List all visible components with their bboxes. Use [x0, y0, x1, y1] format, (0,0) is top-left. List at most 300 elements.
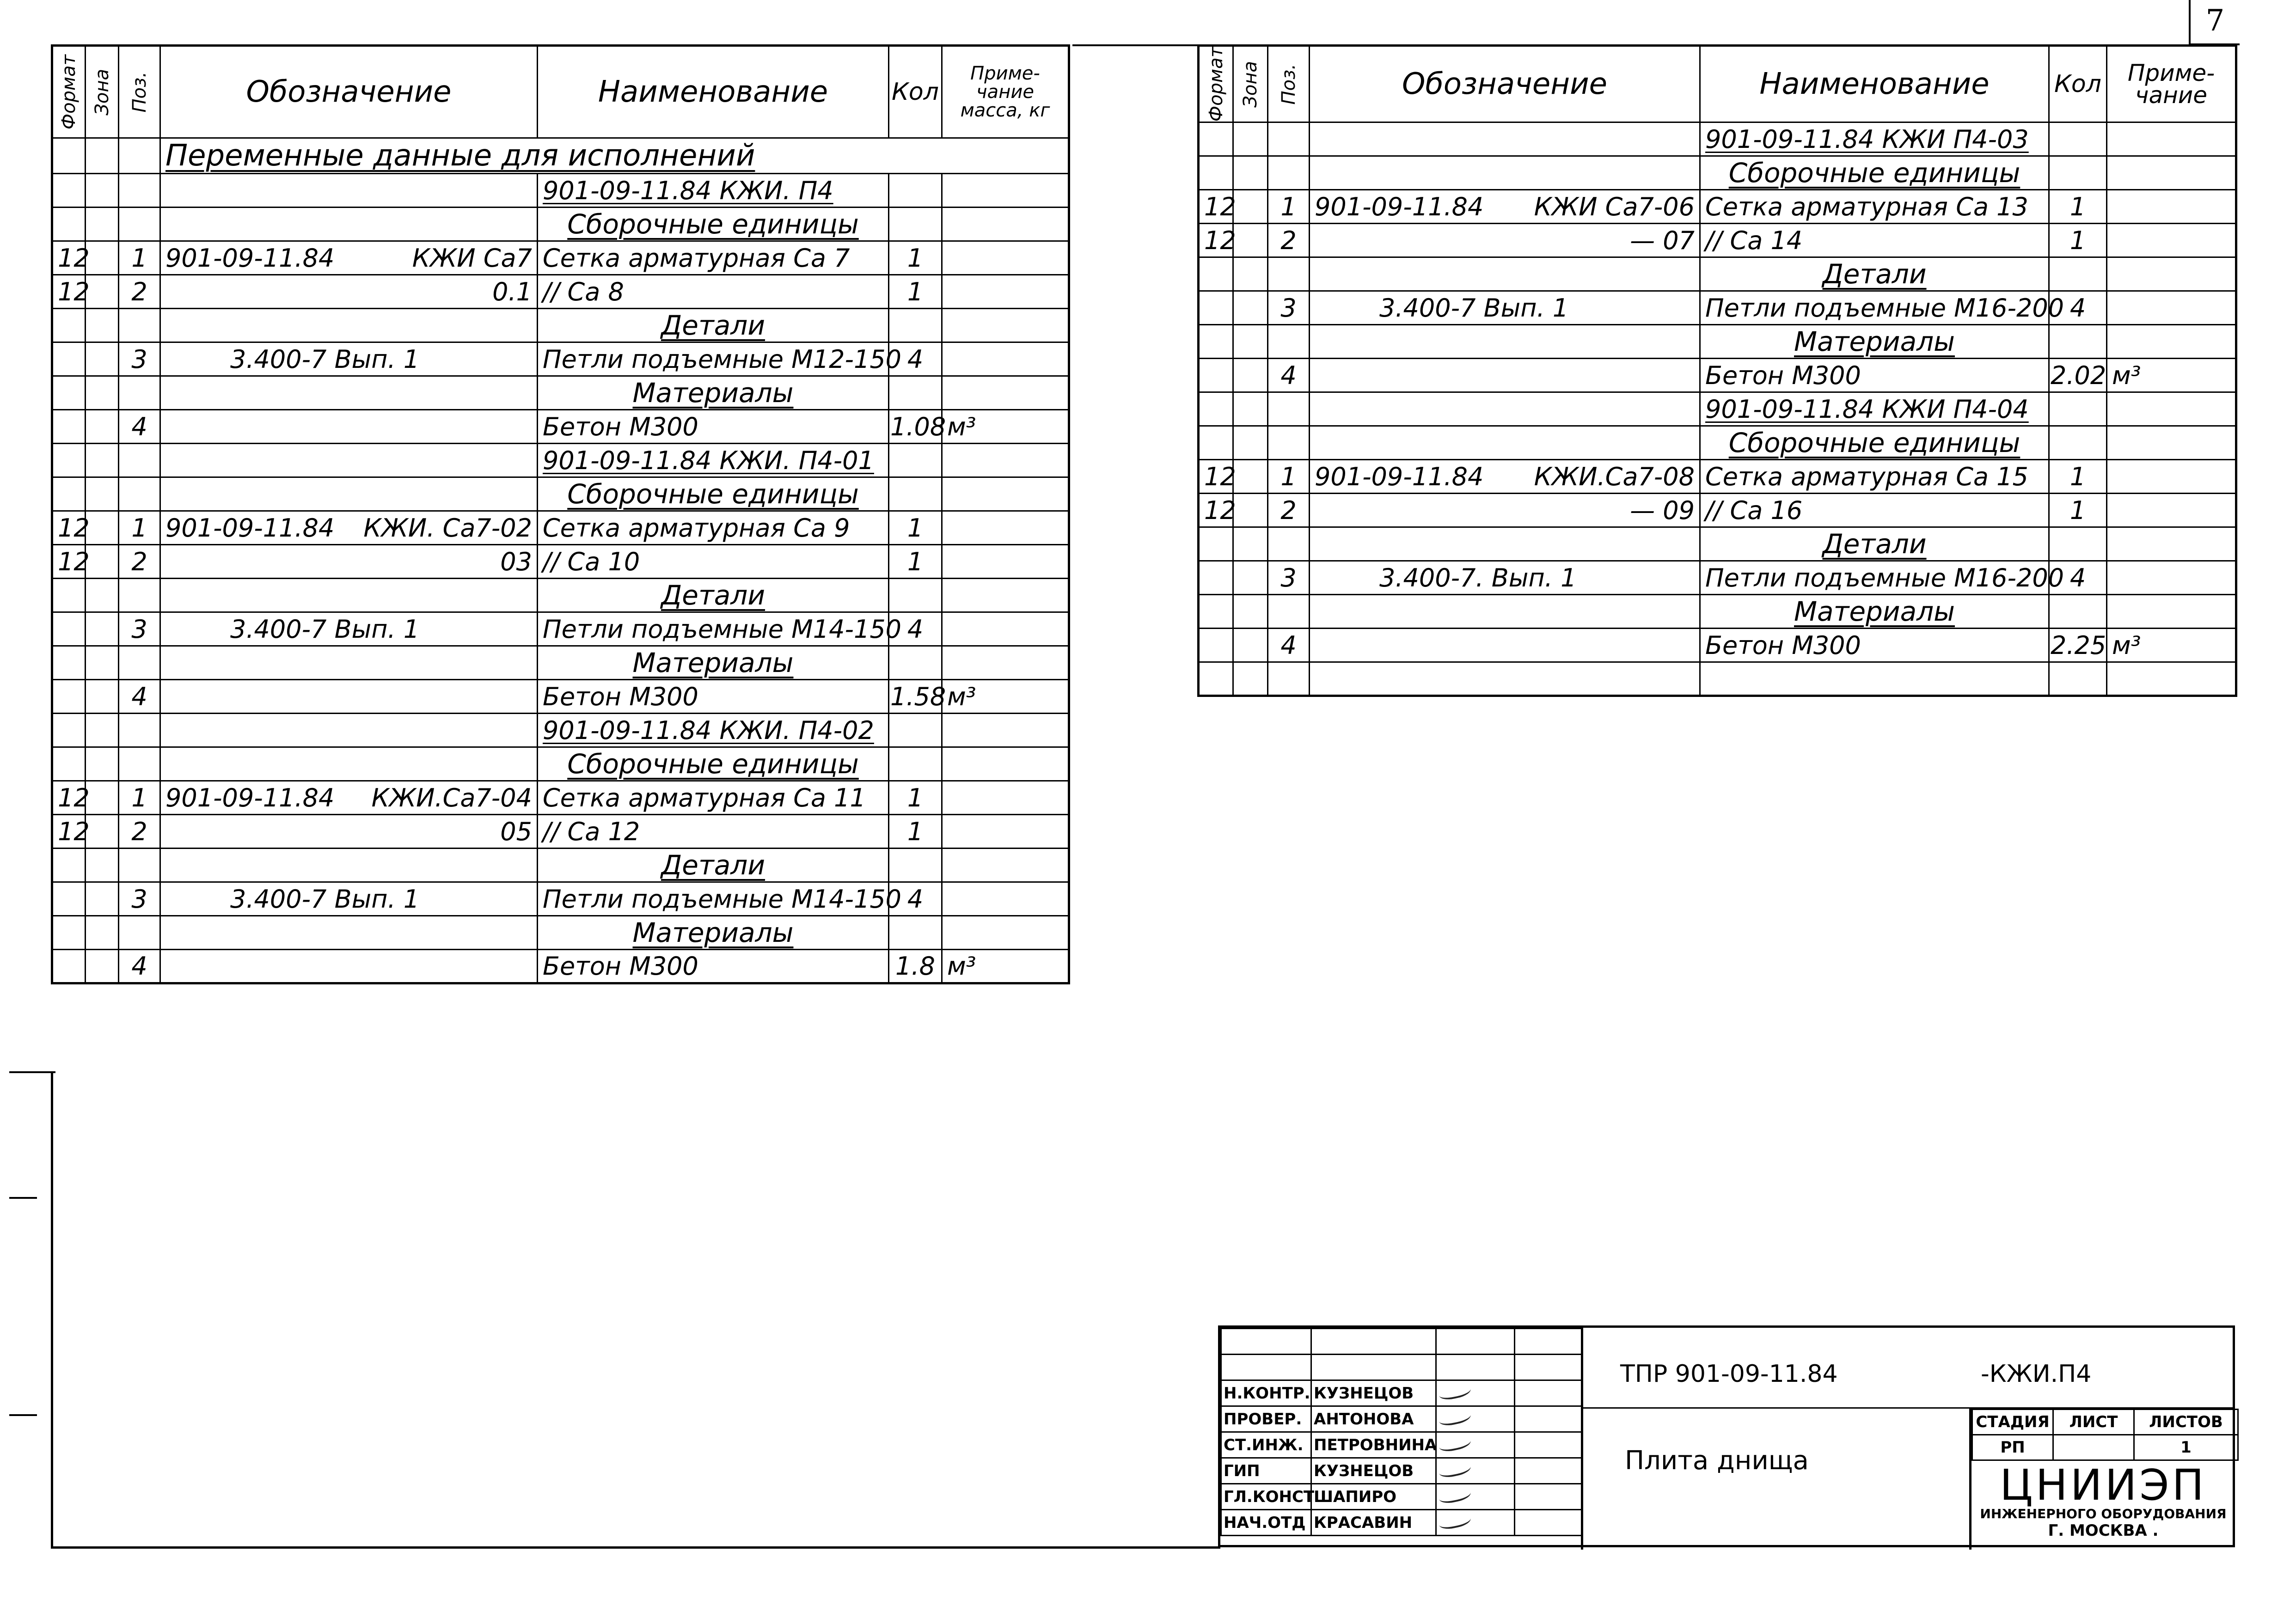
qty-cell [889, 376, 942, 410]
date-cell [1515, 1510, 1582, 1536]
format-cell [52, 714, 86, 747]
qty-cell: 1 [2049, 460, 2107, 494]
designation-wrap [1315, 462, 1695, 491]
note-cell [942, 646, 1069, 680]
designation-cell [1310, 460, 1700, 494]
format-cell [1199, 156, 1233, 190]
frame-tick [9, 1071, 55, 1073]
table-row [52, 309, 1069, 342]
position-cell [119, 174, 160, 208]
format-cell: 12 [52, 815, 86, 849]
note-cell [2107, 392, 2236, 426]
format-cell [52, 612, 86, 646]
note-cell: м³ [2107, 359, 2236, 392]
table-row [52, 444, 1069, 477]
zone-cell [86, 680, 119, 714]
qty-cell [889, 714, 942, 747]
designation-wrap [1315, 563, 1695, 592]
designation-code: 3.400-7 Вып. 1 [230, 884, 420, 914]
note-cell [2107, 662, 2236, 696]
zone-cell [86, 646, 119, 680]
note-cell [942, 275, 1069, 309]
qty-cell: 1 [889, 815, 942, 849]
qty-cell [889, 747, 942, 781]
drawing-title: Плита днища [1625, 1446, 1809, 1476]
designation-wrap [165, 244, 532, 273]
document-heading: 901-09-11.84 КЖИ. П4-01 [538, 444, 889, 477]
position-cell [119, 916, 160, 950]
section-heading: Материалы [1700, 595, 2049, 629]
designation-cell [160, 275, 538, 309]
note-cell [942, 781, 1069, 815]
signature-cell [1436, 1380, 1515, 1406]
qty-cell: 4 [2049, 561, 2107, 595]
header-name: Наименование [538, 46, 889, 138]
note-cell [942, 579, 1069, 612]
table-row [1199, 561, 2236, 595]
qty-cell [889, 916, 942, 950]
table-row [1199, 662, 2236, 696]
qty-cell: 1 [2049, 494, 2107, 527]
handwritten-signature [1438, 1381, 1472, 1402]
zone-cell [86, 275, 119, 309]
document-heading: 901-09-11.84 КЖИ. П4-02 [538, 714, 889, 747]
position-cell [119, 714, 160, 747]
signatures-table [1220, 1328, 1582, 1536]
zone-cell [86, 410, 119, 444]
format-cell [52, 477, 86, 511]
name-cell: Бетон М300 [538, 680, 889, 714]
format-cell [52, 882, 86, 916]
designation-cell [160, 950, 538, 983]
signature-row [1221, 1432, 1582, 1458]
designation-wrap [1315, 226, 1695, 255]
designation-cell [1310, 629, 1700, 662]
designation-cell [1310, 595, 1700, 629]
note-cell [942, 376, 1069, 410]
designation-cell [1310, 662, 1700, 696]
zone-cell [86, 849, 119, 882]
position-cell [119, 477, 160, 511]
designation-cell [160, 747, 538, 781]
designation-cell [160, 815, 538, 849]
designation-code: 3.400-7 Вып. 1 [1379, 293, 1569, 323]
table-row [52, 376, 1069, 410]
format-cell [1199, 359, 1233, 392]
format-cell [1199, 392, 1233, 426]
note-cell [2107, 561, 2236, 595]
designation-wrap [1315, 192, 1695, 221]
note-cell [942, 849, 1069, 882]
designation-code: 901-09-11.84 [1315, 192, 1484, 221]
designation-cell [160, 916, 538, 950]
designation-mark: 05 [500, 817, 532, 846]
format-cell [52, 849, 86, 882]
name-cell: Петли подъемные М14-150 [538, 612, 889, 646]
signature-cell [1436, 1432, 1515, 1458]
note-cell [942, 747, 1069, 781]
frame-tick [9, 1414, 37, 1416]
designation-mark: КЖИ.Са7-08 [1534, 462, 1695, 491]
designation-code: 901-09-11.84 [165, 513, 335, 543]
format-cell [52, 309, 86, 342]
note-cell [942, 612, 1069, 646]
note-cell [942, 477, 1069, 511]
name-cell: Сетка арматурная Са 15 [1700, 460, 2049, 494]
position-cell: 1 [1268, 460, 1310, 494]
position-cell: 4 [1268, 629, 1310, 662]
designation-cell [1310, 291, 1700, 325]
designation-code: 3.400-7. Вып. 1 [1379, 563, 1577, 592]
zone-cell [86, 579, 119, 612]
qty-cell: 1.08 [889, 410, 942, 444]
table-row [52, 882, 1069, 916]
organization-city: Г. МОСКВА . [2048, 1521, 2159, 1540]
qty-cell [2049, 325, 2107, 359]
position-cell [119, 747, 160, 781]
designation-cell [1310, 426, 1700, 460]
position-cell [119, 849, 160, 882]
section-heading: Сборочные единицы [538, 747, 889, 781]
header-designation: Обозначение [1310, 46, 1700, 122]
name-cell: Петли подъемные М14-150 [538, 882, 889, 916]
designation-cell [160, 579, 538, 612]
handwritten-signature [1438, 1485, 1472, 1505]
zone-cell [1233, 595, 1268, 629]
designation-cell [160, 714, 538, 747]
table-row [52, 950, 1069, 983]
designation-cell [1310, 190, 1700, 224]
header-format: Формат [1199, 46, 1233, 122]
designation-wrap [165, 513, 532, 543]
qty-cell: 2.25 [2049, 629, 2107, 662]
note-cell [942, 511, 1069, 545]
zone-cell [1233, 494, 1268, 527]
header-zone: Зона [1233, 46, 1268, 122]
signature-row [1221, 1510, 1582, 1536]
section-heading: Сборочные единицы [1700, 156, 2049, 190]
note-cell [2107, 527, 2236, 561]
format-cell [1199, 291, 1233, 325]
note-cell: м³ [942, 950, 1069, 983]
signer-role: Н.КОНТР. [1221, 1380, 1311, 1406]
designation-mark: КЖИ.Са7-04 [371, 783, 532, 812]
designation-cell [1310, 224, 1700, 257]
stage-label: СТАДИЯ [1972, 1410, 2053, 1435]
designation-mark: КЖИ. Са7-02 [363, 513, 532, 543]
zone-cell [1233, 190, 1268, 224]
position-cell: 3 [119, 612, 160, 646]
position-cell: 2 [1268, 494, 1310, 527]
format-cell: 12 [52, 241, 86, 275]
section-heading: Материалы [538, 376, 889, 410]
designation-wrap [165, 345, 532, 374]
zone-cell [86, 511, 119, 545]
section-heading: Сборочные единицы [538, 477, 889, 511]
designation-mark: КЖИ Са7 [412, 243, 532, 273]
header-note: Приме- чание [2107, 46, 2236, 122]
zone-cell [86, 444, 119, 477]
designation-code: 901-09-11.84 [165, 783, 335, 812]
qty-cell [2049, 527, 2107, 561]
designation-mark: — 09 [1630, 495, 1695, 525]
section-heading: Детали [1700, 257, 2049, 291]
zone-cell [1233, 527, 1268, 561]
zone-cell [86, 950, 119, 983]
designation-mark: КЖИ Са7-06 [1534, 192, 1695, 221]
table-row [1199, 392, 2236, 426]
table-row [1199, 460, 2236, 494]
zone-cell [86, 714, 119, 747]
designation-cell [1310, 359, 1700, 392]
note-cell [942, 916, 1069, 950]
header-position: Поз. [1268, 46, 1310, 122]
position-cell: 1 [1268, 190, 1310, 224]
table-row [1199, 291, 2236, 325]
designation-cell [160, 241, 538, 275]
position-cell: 4 [119, 950, 160, 983]
signature-row [1221, 1406, 1582, 1432]
header-note: Приме- чание масса, кг [942, 46, 1069, 138]
handwritten-signature [1438, 1407, 1472, 1428]
date-cell [1515, 1432, 1582, 1458]
qty-cell: 4 [889, 342, 942, 376]
format-cell [1199, 662, 1233, 696]
table-row [52, 241, 1069, 275]
zone-cell [1233, 291, 1268, 325]
format-cell [52, 579, 86, 612]
qty-cell: 1.58 [889, 680, 942, 714]
designation-code: 3.400-7 Вып. 1 [230, 614, 420, 644]
document-heading: 901-09-11.84 КЖИ П4-03 [1700, 122, 2049, 156]
sheet-number: 7 [2189, 0, 2240, 45]
note-cell [2107, 257, 2236, 291]
designation-mark: — 07 [1630, 226, 1695, 255]
note-cell [2107, 595, 2236, 629]
name-cell: // Са 10 [538, 545, 889, 579]
name-cell: Сетка арматурная Са 13 [1700, 190, 2049, 224]
position-cell [1268, 156, 1310, 190]
note-cell: м³ [942, 680, 1069, 714]
table-row [52, 511, 1069, 545]
zone-cell [1233, 122, 1268, 156]
format-cell: 12 [1199, 224, 1233, 257]
signer-name: КРАСАВИН [1311, 1510, 1436, 1536]
zone-cell [1233, 561, 1268, 595]
position-cell [119, 309, 160, 342]
signer-role: ГИП [1221, 1458, 1311, 1484]
qty-cell [889, 444, 942, 477]
qty-cell: 1 [889, 275, 942, 309]
table-row [52, 342, 1069, 376]
position-cell: 3 [119, 342, 160, 376]
qty-cell [889, 174, 942, 208]
zone-cell [86, 781, 119, 815]
name-cell: // Са 12 [538, 815, 889, 849]
note-cell: м³ [2107, 629, 2236, 662]
signature-row [1221, 1484, 1582, 1510]
note-cell [942, 309, 1069, 342]
qty-cell: 1 [889, 781, 942, 815]
designation-code: 901-09-11.84 [1315, 462, 1484, 491]
qty-cell: 1 [889, 511, 942, 545]
position-cell [1268, 392, 1310, 426]
format-cell [52, 646, 86, 680]
zone-cell [86, 342, 119, 376]
note-cell: м³ [942, 410, 1069, 444]
position-cell [119, 208, 160, 241]
designation-wrap [165, 783, 532, 812]
table-row [1199, 224, 2236, 257]
date-cell [1515, 1406, 1582, 1432]
zone-cell [86, 916, 119, 950]
qty-cell: 1 [2049, 224, 2107, 257]
position-cell: 3 [1268, 561, 1310, 595]
header-format: Формат [52, 46, 86, 138]
title-block [1218, 1325, 2235, 1547]
name-cell: Петли подъемные М12-150 [538, 342, 889, 376]
zone-cell [86, 747, 119, 781]
drawing-title-cell [1581, 1409, 1969, 1550]
position-cell [119, 579, 160, 612]
position-cell [1268, 595, 1310, 629]
designation-mark: 03 [500, 547, 532, 576]
sheets-label: ЛИСТОВ [2134, 1410, 2238, 1435]
designation-cell [1310, 561, 1700, 595]
qty-cell: 4 [889, 882, 942, 916]
format-cell [52, 410, 86, 444]
designation-cell [160, 309, 538, 342]
variable-data-title: Переменные данные для исполнений [160, 138, 1069, 174]
designation-cell [160, 376, 538, 410]
note-cell [2107, 426, 2236, 460]
stage-cell [1969, 1409, 2235, 1550]
table-row [1199, 122, 2236, 156]
designation-cell [1310, 527, 1700, 561]
section-heading: Сборочные единицы [1700, 426, 2049, 460]
signer-role: СТ.ИНЖ. [1221, 1432, 1311, 1458]
qty-cell [2049, 392, 2107, 426]
name-cell: Бетон М300 [1700, 359, 2049, 392]
handwritten-signature [1438, 1511, 1472, 1531]
organization-subtitle: ИНЖЕНЕРНОГО ОБОРУДОВАНИЯ [1980, 1506, 2227, 1521]
section-heading: Материалы [1700, 325, 2049, 359]
designation-wrap [165, 885, 532, 914]
format-cell [52, 174, 86, 208]
qty-cell [889, 208, 942, 241]
designation-cell [160, 781, 538, 815]
zone-cell [86, 815, 119, 849]
designation-code: 901-09-11.84 [165, 243, 335, 273]
zone-cell [1233, 629, 1268, 662]
designation-cell [1310, 156, 1700, 190]
position-cell [119, 376, 160, 410]
qty-cell: 4 [889, 612, 942, 646]
note-cell [2107, 156, 2236, 190]
qty-cell [889, 646, 942, 680]
designation-cell [1310, 392, 1700, 426]
header-position: Поз. [119, 46, 160, 138]
format-cell [52, 680, 86, 714]
format-cell [1199, 629, 1233, 662]
qty-cell: 2.02 [2049, 359, 2107, 392]
name-cell: Бетон М300 [538, 410, 889, 444]
position-cell [1268, 257, 1310, 291]
qty-cell [2049, 595, 2107, 629]
table-row [1199, 257, 2236, 291]
zone-cell [86, 309, 119, 342]
table-row [52, 410, 1069, 444]
header-qty: Кол [2049, 46, 2107, 122]
note-cell [942, 444, 1069, 477]
zone-cell [86, 174, 119, 208]
zone-cell [1233, 359, 1268, 392]
qty-cell [889, 849, 942, 882]
table-row [52, 275, 1069, 309]
document-suffix: -КЖИ.П4 [1981, 1360, 2092, 1388]
bottom-frame-line [51, 1546, 1220, 1549]
format-cell [52, 747, 86, 781]
signer-name: ШАПИРО [1311, 1484, 1436, 1510]
table-row [52, 545, 1069, 579]
zone-cell [86, 208, 119, 241]
format-cell [52, 916, 86, 950]
qty-cell [2049, 662, 2107, 696]
position-cell: 2 [119, 815, 160, 849]
format-cell [1199, 257, 1233, 291]
position-cell [1268, 325, 1310, 359]
table-row [1199, 595, 2236, 629]
qty-cell: 1 [2049, 190, 2107, 224]
signer-role: НАЧ.ОТД [1221, 1510, 1311, 1536]
designation-cell [1310, 257, 1700, 291]
designation-wrap [165, 615, 532, 644]
name-cell [1700, 662, 2049, 696]
zone-cell [1233, 460, 1268, 494]
designation-cell [160, 208, 538, 241]
designation-code: 3.400-7 Вып. 1 [230, 344, 420, 374]
position-cell: 4 [119, 680, 160, 714]
format-cell: 12 [52, 275, 86, 309]
qty-cell [889, 579, 942, 612]
designation-cell [160, 882, 538, 916]
document-heading: 901-09-11.84 КЖИ. П4 [538, 174, 889, 208]
table-row [52, 208, 1069, 241]
note-cell [942, 208, 1069, 241]
zone-cell [86, 241, 119, 275]
zone-cell [86, 545, 119, 579]
format-cell: 12 [1199, 190, 1233, 224]
date-cell [1515, 1484, 1582, 1510]
format-cell [52, 950, 86, 983]
signer-name: КУЗНЕЦОВ [1311, 1380, 1436, 1406]
position-cell [1268, 122, 1310, 156]
position-cell: 4 [1268, 359, 1310, 392]
qty-cell [2049, 122, 2107, 156]
left-frame-line [51, 1071, 53, 1547]
format-cell: 12 [52, 781, 86, 815]
organization [1971, 1460, 2235, 1540]
zone-cell [1233, 392, 1268, 426]
format-cell [1199, 325, 1233, 359]
section-heading: Материалы [538, 916, 889, 950]
format-cell: 12 [52, 545, 86, 579]
note-cell [942, 882, 1069, 916]
note-cell [942, 815, 1069, 849]
qty-cell: 1.8 [889, 950, 942, 983]
note-cell [2107, 122, 2236, 156]
section-heading: Сборочные единицы [538, 208, 889, 241]
